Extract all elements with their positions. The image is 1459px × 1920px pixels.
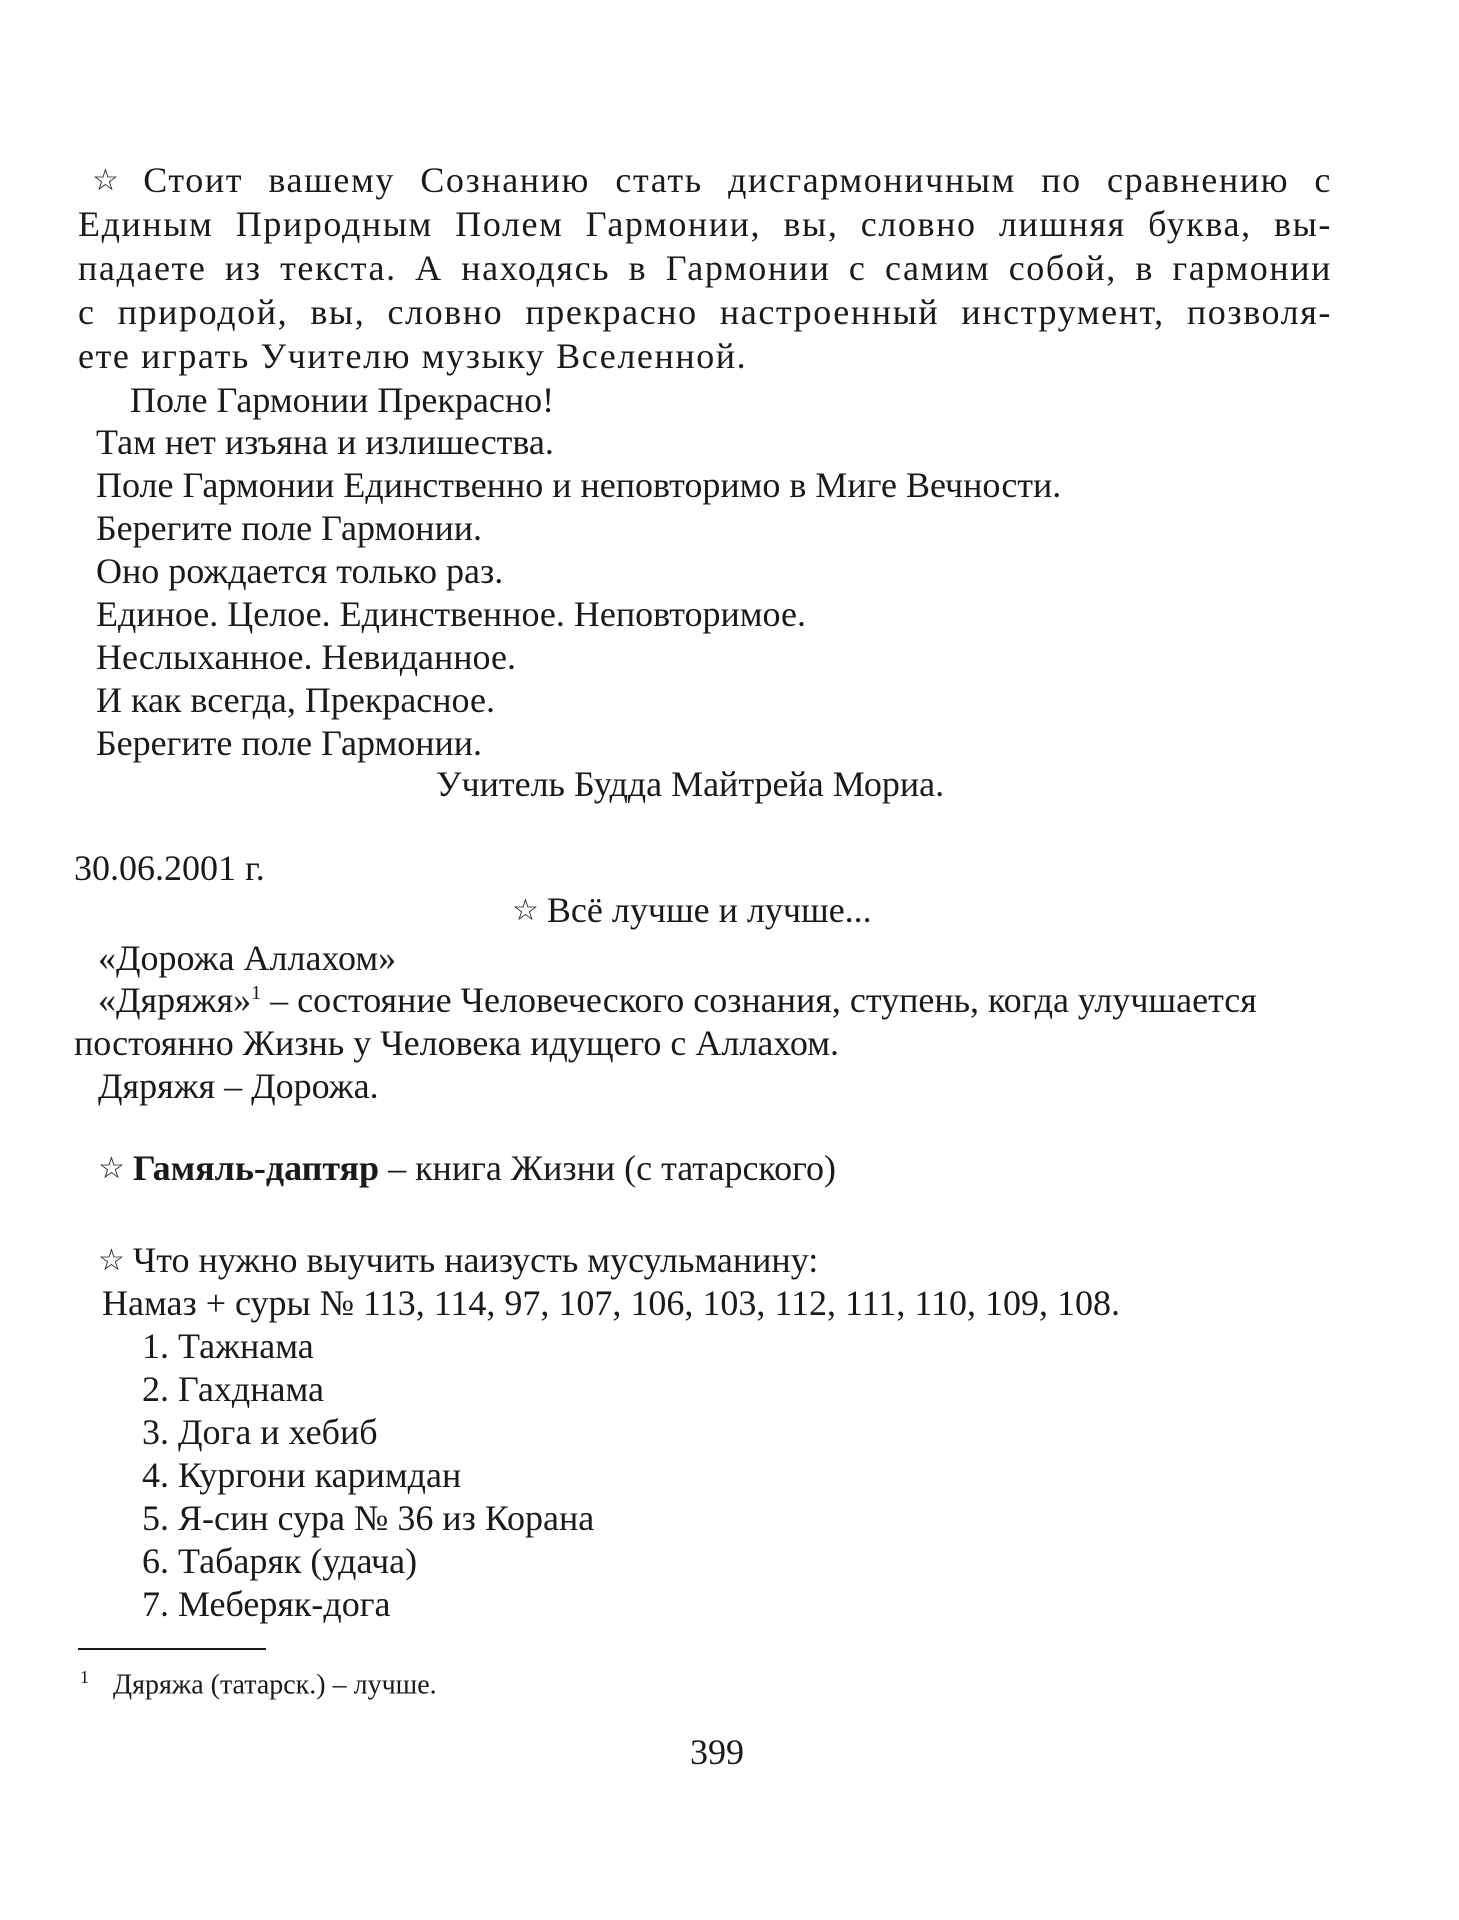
verse-line-1: Поле Гармонии Прекрасно! [130, 380, 555, 420]
para1-line-5: ете играть Учителю музыку Вселенной. [78, 336, 748, 376]
footnote-ref: 1 [251, 982, 262, 1004]
road-line-2: «Дяряжя»$^1$ – состояние Человеческого сознания, ступень, когда улучшается [98, 980, 1257, 1020]
road-line-4: Дяряжя – Дорожа. [98, 1066, 379, 1106]
road-line-3: постоянно Жизнь у Человека идущего с Аллахом. [74, 1023, 840, 1063]
verse-line-9: Берегите поле Гармонии. [96, 723, 483, 763]
para1-line-2: Единым Природным Полем Гармонии, вы, словно лишняя буква, вы- [78, 204, 1332, 244]
verse-line-7: Неслыханное. Невиданное. [96, 637, 516, 677]
footnote-mark: 1 [80, 1667, 89, 1687]
learn-line-1: ☆ Что нужно выучить наизусть мусульманину: [98, 1240, 819, 1280]
star-icon: ☆ [512, 894, 539, 927]
list-item: 3. Дога и хебиб [142, 1412, 378, 1452]
list-item: 2. Гахднама [142, 1369, 324, 1409]
star-icon: ☆ [98, 1152, 125, 1185]
verse-line-2: Там нет изъяна и излишества. [96, 422, 554, 462]
footnote-divider [78, 1648, 266, 1650]
star-icon: ☆ [98, 1244, 125, 1277]
gamyal-line: ☆ Гамяль-даптяр – книга Жизни (с татарского) [98, 1148, 836, 1188]
footnote: $^1$ Дяряжа (татарск.) – лучше. [80, 1667, 437, 1701]
list-item: 1. Тажнама [142, 1326, 314, 1366]
list-item: 6. Табаряк (удача) [142, 1541, 418, 1581]
verse-line-8: И как всегда, Прекрасное. [96, 680, 495, 720]
para1-line-1: ☆ Стоит вашему Сознанию стать дисгармоничным по сравнению с [92, 160, 1332, 200]
road-line-1: «Дорожа Аллахом» [98, 938, 397, 978]
page-number: 399 [690, 1732, 744, 1772]
star-icon: ☆ [92, 164, 136, 197]
list-item: 4. Кургони каримдан [142, 1455, 462, 1495]
list-item: 7. Меберяк-дога [142, 1584, 391, 1624]
learn-line-2: Намаз + суры № 113, 114, 97, 107, 106, 103, 112, 111, 110, 109, 108. [102, 1283, 1121, 1323]
entry-date: 30.06.2001 г. [74, 848, 265, 888]
signature: Учитель Будда Майтрейа Мориа. [436, 764, 945, 804]
para1-line-4: с природой, вы, словно прекрасно настроенный инструмент, позволя- [78, 292, 1332, 332]
section-heading: ☆ Всё лучше и лучше... [512, 890, 872, 930]
verse-line-4: Берегите поле Гармонии. [96, 508, 483, 548]
para1-line-3: падаете из текста. А находясь в Гармонии с самим собой, в гармонии [78, 248, 1332, 288]
list-item: 5. Я-син сура № 36 из Корана [142, 1498, 595, 1538]
gamyal-term: Гамяль-даптяр [132, 1148, 380, 1188]
verse-line-6: Единое. Целое. Единственное. Неповторимое. [96, 594, 806, 634]
verse-line-5: Оно рождается только раз. [96, 551, 504, 591]
verse-line-3: Поле Гармонии Единственно и неповторимо в Миге Вечности. [96, 465, 1062, 505]
